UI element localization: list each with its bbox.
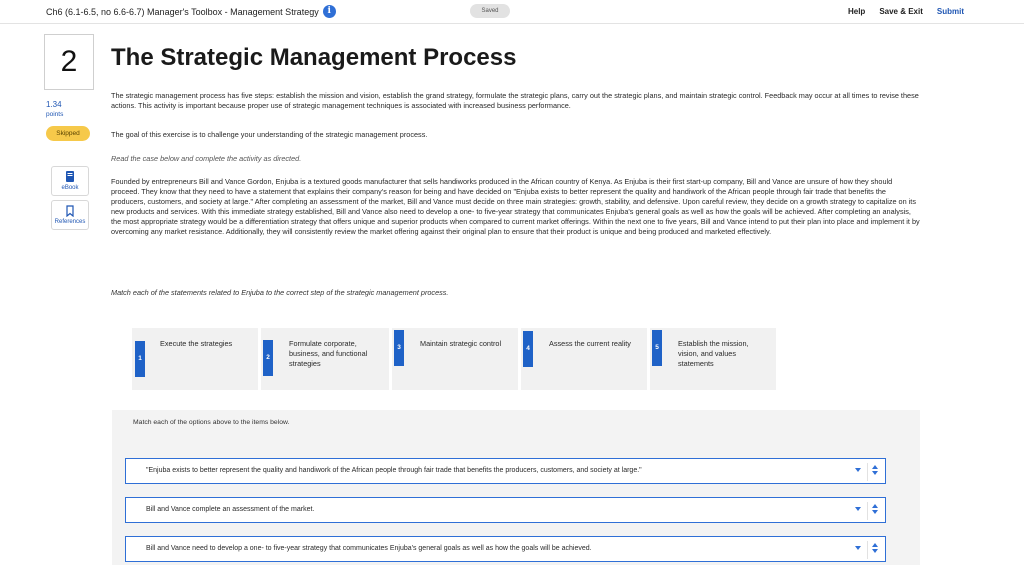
option-number: 4 [523, 331, 533, 367]
match-select[interactable] [125, 458, 886, 484]
save-exit-link[interactable]: Save & Exit [879, 7, 923, 16]
option-card-2[interactable] [261, 328, 389, 390]
sort-arrows-icon [872, 504, 878, 518]
match-item-text: Bill and Vance need to develop a one- to five-year strategy that communicates Enjuba's general goals as well as how the goals will be achieved. [146, 545, 592, 552]
points-value: 1.34 [46, 100, 62, 109]
intro-paragraph: The strategic management process has five steps: establish the mission and vision, establish the grand strategy, formulate the strategic plans, carry out the strategic plans, and maintain strategic control. Feedback may occur at all times to revise these actions. This activity is important because proper use of strategic management techniques is associated with increased business performance. [111, 91, 919, 110]
select-divider [867, 541, 868, 559]
option-label: Assess the current reality [549, 339, 631, 348]
submit-link[interactable]: Submit [936, 7, 964, 16]
match-panel [112, 410, 920, 565]
directive-text: Read the case below and complete the activity as directed. [111, 154, 302, 163]
match-select[interactable] [125, 497, 886, 523]
option-card-5[interactable] [650, 328, 776, 390]
help-link[interactable]: Help [847, 7, 866, 16]
chevron-down-icon [855, 468, 861, 472]
sort-arrows-icon [872, 465, 878, 479]
references-label: References [54, 219, 86, 225]
points-block [46, 100, 63, 120]
option-number: 2 [263, 340, 273, 376]
goal-paragraph: The goal of this exercise is to challenge your understanding of the strategic management process. [111, 130, 428, 139]
assignment-title-row [46, 5, 336, 18]
option-card-4[interactable] [521, 328, 647, 390]
top-bar [0, 0, 1024, 24]
select-divider [867, 502, 868, 520]
skipped-badge: Skipped [46, 126, 90, 141]
option-card-1[interactable] [132, 328, 258, 390]
option-number: 5 [652, 330, 662, 366]
chevron-down-icon [855, 507, 861, 511]
option-label: Establish the mission, vision, and values statements [678, 339, 749, 368]
points-label: points [46, 111, 64, 118]
info-icon[interactable]: i [323, 5, 336, 18]
top-actions [848, 7, 964, 16]
match-item-text: "Enjuba exists to better represent the quality and handiwork of the African people through fair trade that benefits the producers, customers, and society at large." [146, 467, 642, 474]
references-button[interactable] [51, 200, 89, 230]
option-card-3[interactable] [392, 328, 518, 390]
match-panel-instruction: Match each of the options above to the items below. [133, 419, 290, 426]
chevron-down-icon [855, 546, 861, 550]
match-instruction: Match each of the statements related to Enjuba to the correct step of the strategic management process. [111, 288, 449, 297]
sort-arrows-icon [872, 543, 878, 557]
saved-status-badge: Saved [470, 4, 510, 18]
book-icon [65, 171, 75, 183]
match-select[interactable] [125, 536, 886, 562]
option-label: Maintain strategic control [420, 339, 502, 348]
select-divider [867, 463, 868, 481]
bookmark-icon [65, 205, 75, 217]
option-label: Formulate corporate, business, and functional strategies [289, 339, 368, 368]
ebook-button[interactable] [51, 166, 89, 196]
page-title: The Strategic Management Process [111, 44, 517, 71]
option-label: Execute the strategies [160, 339, 233, 348]
ebook-label: eBook [61, 185, 79, 191]
case-paragraph: Founded by entrepreneurs Bill and Vance Gordon, Enjuba is a textured goods manufacturer that sells handiworks produced in the African country of Kenya. As Enjuba is their first start-up company, Bill and Vance are unsure of how they should proceed. They know that they need to have a statement that explains their company's reason for being and have decided on "Enjuba exists to better represent the quality and handiwork of the African people through fair trade that benefits the producers, customers, and society at large." After completing an assessment of the market, Bill and Vance must decide on three main strategies: growth, stability, and defensive. Upon careful review, they decide on a growth strategy to capitalize on its new products and services. With this immediate strategy established, Bill and Vance also need to develop a one- to five-year strategy that communicates Enjuba's general goals as well as how the goals will be achieved. After completing an analysis, the most appropriate strategy would be a differentiation strategy that offers unique and superior products when compared to current market offerings. Within the next one to five years, Bill and Vance intend to put their plan into place and implement it by overcoming any market resistance. Additionally, they will consistently review the market offering against their original plan to ensure that their product is unique and being produced and marketed effectively. [111, 177, 920, 236]
option-number: 3 [394, 330, 404, 366]
match-item-text: Bill and Vance complete an assessment of the market. [146, 506, 315, 513]
question-number: 2 [44, 34, 94, 90]
assignment-title: Ch6 (6.1-6.5, no 6.6-6.7) Manager's Toolbox - Management Strategy [46, 6, 319, 17]
option-number: 1 [135, 341, 145, 377]
